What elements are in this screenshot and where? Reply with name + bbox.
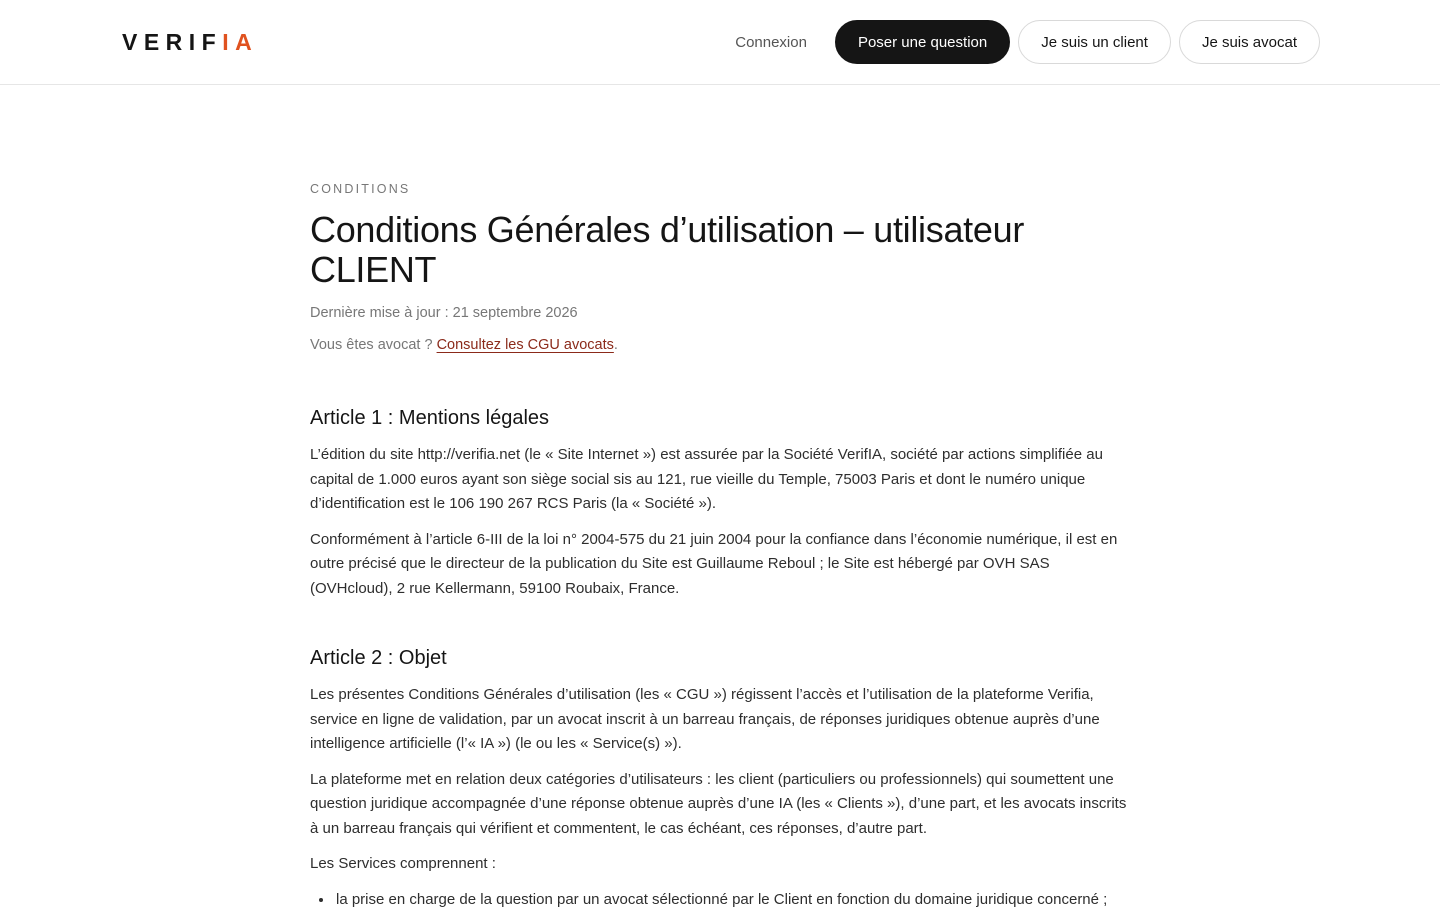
article-title: Article 2 : Objet <box>310 645 1130 671</box>
article-paragraph: Les Services comprennent : <box>310 852 1130 877</box>
article-paragraph: La plateforme met en relation deux catégories d’utilisateurs : les client (particuliers ou professionnels) qui soumettent une question juridique accompagnée d’une réponse obtenue auprès d’une IA (les « Clients »), d’une part, et les avocats inscrits à un barreau français qui vérifient et commentent, le cas échéant, ces réponses, d’autre part. <box>310 768 1130 842</box>
logo-accent: IA <box>222 29 258 55</box>
site-header <box>0 0 1440 85</box>
header-nav <box>735 20 1320 64</box>
logo[interactable] <box>122 29 258 55</box>
client-button[interactable]: Je suis un client <box>1018 20 1171 64</box>
page-title: Conditions Générales d’utilisation – utilisateur CLIENT <box>310 210 1130 290</box>
article-2 <box>310 645 1130 912</box>
article-title: Article 1 : Mentions légales <box>310 405 1130 431</box>
ask-question-button[interactable]: Poser une question <box>835 20 1010 64</box>
article-paragraph: Les présentes Conditions Générales d’utilisation (les « CGU ») régissent l’accès et l’utilisation de la plateforme Verifia, service en ligne de validation, par un avocat inscrit à un barreau français, de réponses juridiques obtenue auprès d’une intelligence artificielle (l’« IA ») (le ou les « Service(s) »). <box>310 683 1130 757</box>
list-item: • la prise en charge de la question par un avocat sélectionné par le Client en fonction du domaine juridique concerné ; <box>334 888 1130 912</box>
main-content <box>310 182 1130 912</box>
login-link[interactable]: Connexion <box>735 34 807 51</box>
article-paragraph: L’édition du site http://verifia.net (le « Site Internet ») est assurée par la Société VerifIA, société par actions simplifiée au capital de 1.000 euros ayant son siège social sis au 121, rue vieille du Temple, 75003 Paris et dont le numéro unique d’identification est le 106 190 267 RCS Paris (la « Société »). <box>310 443 1130 517</box>
lawyer-button[interactable]: Je suis avocat <box>1179 20 1320 64</box>
page-eyebrow: CONDITIONS <box>310 182 1130 196</box>
logo-main: VERIF <box>122 29 222 55</box>
notice-suffix: . <box>614 337 618 353</box>
article-paragraph: Conformément à l’article 6-III de la loi n° 2004-575 du 21 juin 2004 pour la confiance dans l’économie numérique, il est en outre précisé que le directeur de la publication du Site est Guillaume Reboul ; le Site est hébergé par OVH SAS (OVHcloud), 2 rue Kellermann, 59100 Roubaix, France. <box>310 528 1130 602</box>
lawyer-notice <box>310 335 1130 355</box>
notice-prefix: Vous êtes avocat ? <box>310 337 437 353</box>
article-1 <box>310 405 1130 601</box>
last-updated: Dernière mise à jour : 21 septembre 2026 <box>310 303 1130 323</box>
lawyer-cgu-link[interactable]: Consultez les CGU avocats <box>437 337 614 353</box>
